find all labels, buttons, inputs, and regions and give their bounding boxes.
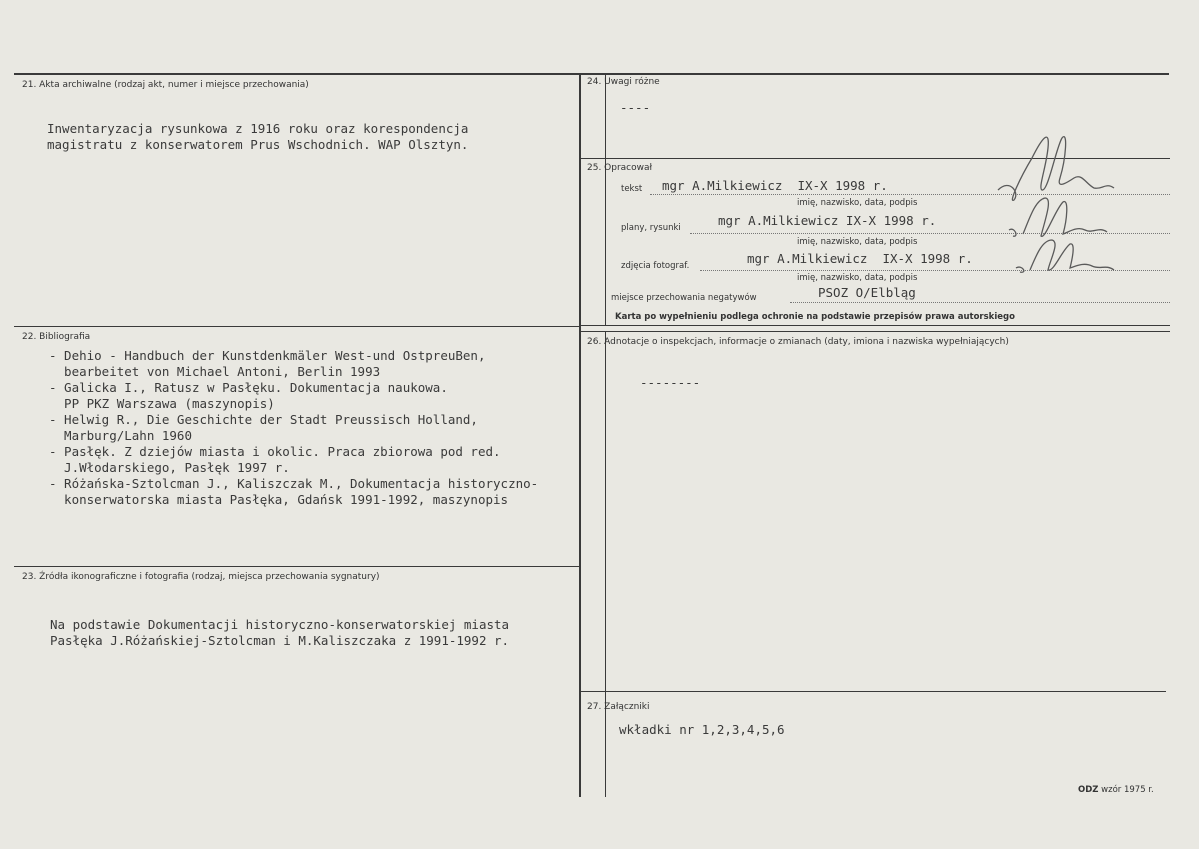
right-divider-26a	[580, 325, 1170, 326]
left-margin-24	[605, 75, 606, 158]
negatywy-label: miejsce przechowania negatywów	[611, 293, 757, 303]
section-26-value: --------	[640, 375, 701, 390]
bibliography-line-2: bearbeitet von Michael Antoni, Berlin 1993	[49, 364, 381, 379]
section-26-label: 26. Adnotacje o inspekcjach, informacje o zmianach (daty, imiona i nazwiska wypełniających)	[587, 337, 1009, 347]
bibliography-line-8: J.Włodarskiego, Pasłęk 1997 r.	[49, 460, 290, 475]
section-27-value: wkładki nr 1,2,3,4,5,6	[619, 722, 785, 737]
footer-rest: wzór 1975 r.	[1101, 785, 1154, 795]
section-23-line-1: Na podstawie Dokumentacji historyczno-konserwatorskiej miasta	[50, 617, 510, 632]
bibliography-line-4: PP PKZ Warszawa (maszynopis)	[49, 396, 275, 411]
tekst-value: mgr A.Milkiewicz IX-X 1998 r.	[662, 178, 888, 193]
bibliography-line-1: - Dehio - Handbuch der Kunstdenkmäler West-und OstpreuBen,	[49, 348, 486, 363]
plany-label: plany, rysunki	[621, 223, 681, 233]
section-24-label: 24. Uwagi różne	[587, 77, 660, 87]
right-divider-27	[580, 691, 1166, 692]
bibliography-line-3: - Galicka I., Ratusz w Pasłęku. Dokumentacja naukowa.	[49, 380, 448, 395]
plany-hint: imię, nazwisko, data, podpis	[797, 237, 918, 247]
section-24-value: ----	[620, 100, 651, 115]
zdjecia-label: zdjęcia fotograf.	[621, 261, 690, 271]
bibliography-line-5: - Helwig R., Die Geschichte der Stadt Preussisch Holland,	[49, 412, 478, 427]
section-21-line-2: magistratu z konserwatorem Prus Wschodnich. WAP Olsztyn.	[47, 137, 469, 152]
footer-odz: ODZ	[1078, 785, 1099, 795]
bibliography-line-6: Marburg/Lahn 1960	[49, 428, 192, 443]
section-22-label: 22. Bibliografia	[22, 332, 91, 342]
section-21-label: 21. Akta archiwalne (rodzaj akt, numer i miejsce przechowania)	[22, 80, 309, 90]
negatywy-value: PSOZ O/Elbląg	[818, 285, 916, 300]
left-divider-23	[14, 566, 580, 567]
zdjecia-value: mgr A.Milkiewicz IX-X 1998 r.	[747, 251, 973, 266]
negatywy-underline	[790, 302, 1170, 303]
left-margin-26	[605, 332, 606, 691]
plany-value: mgr A.Milkiewicz IX-X 1998 r.	[718, 213, 937, 228]
footer-stamp	[1078, 785, 1154, 795]
tekst-hint: imię, nazwisko, data, podpis	[797, 198, 918, 208]
section-27-label: 27. Załączniki	[587, 702, 650, 712]
zdjecia-hint: imię, nazwisko, data, podpis	[797, 273, 918, 283]
bibliography-line-9: - Różańska-Sztolcman J., Kaliszczak M., Dokumentacja historyczno-	[49, 476, 539, 491]
right-divider-26b	[580, 331, 1170, 332]
bibliography-line-7: - Pasłęk. Z dziejów miasta i okolic. Praca zbiorowa pod red.	[49, 444, 501, 459]
center-divider	[579, 73, 581, 797]
tekst-label: tekst	[621, 184, 643, 194]
section-25-label: 25. Opracował	[587, 163, 653, 173]
section-23-line-2: Pasłęka J.Różańskiej-Sztolcman i M.Kaliszczaka z 1991-1992 r.	[50, 633, 510, 648]
section-23-label: 23. Źródła ikonograficzne i fotografia (rodzaj, miejsca przechowania sygnatury)	[22, 572, 380, 582]
left-divider-22	[14, 326, 580, 327]
section-21-line-1: Inwentaryzacja rysunkowa z 1916 roku oraz korespondencja	[47, 121, 469, 136]
left-margin-25	[605, 159, 606, 325]
signature-zdjecia	[1010, 230, 1120, 280]
top-rule	[14, 73, 1169, 75]
bibliography-line-10: konserwatorska miasta Pasłęka, Gdańsk 1991-1992, maszynopis	[49, 492, 509, 507]
copyright-note: Karta po wypełnieniu podlega ochronie na podstawie przepisów prawa autorskiego	[615, 312, 1015, 322]
